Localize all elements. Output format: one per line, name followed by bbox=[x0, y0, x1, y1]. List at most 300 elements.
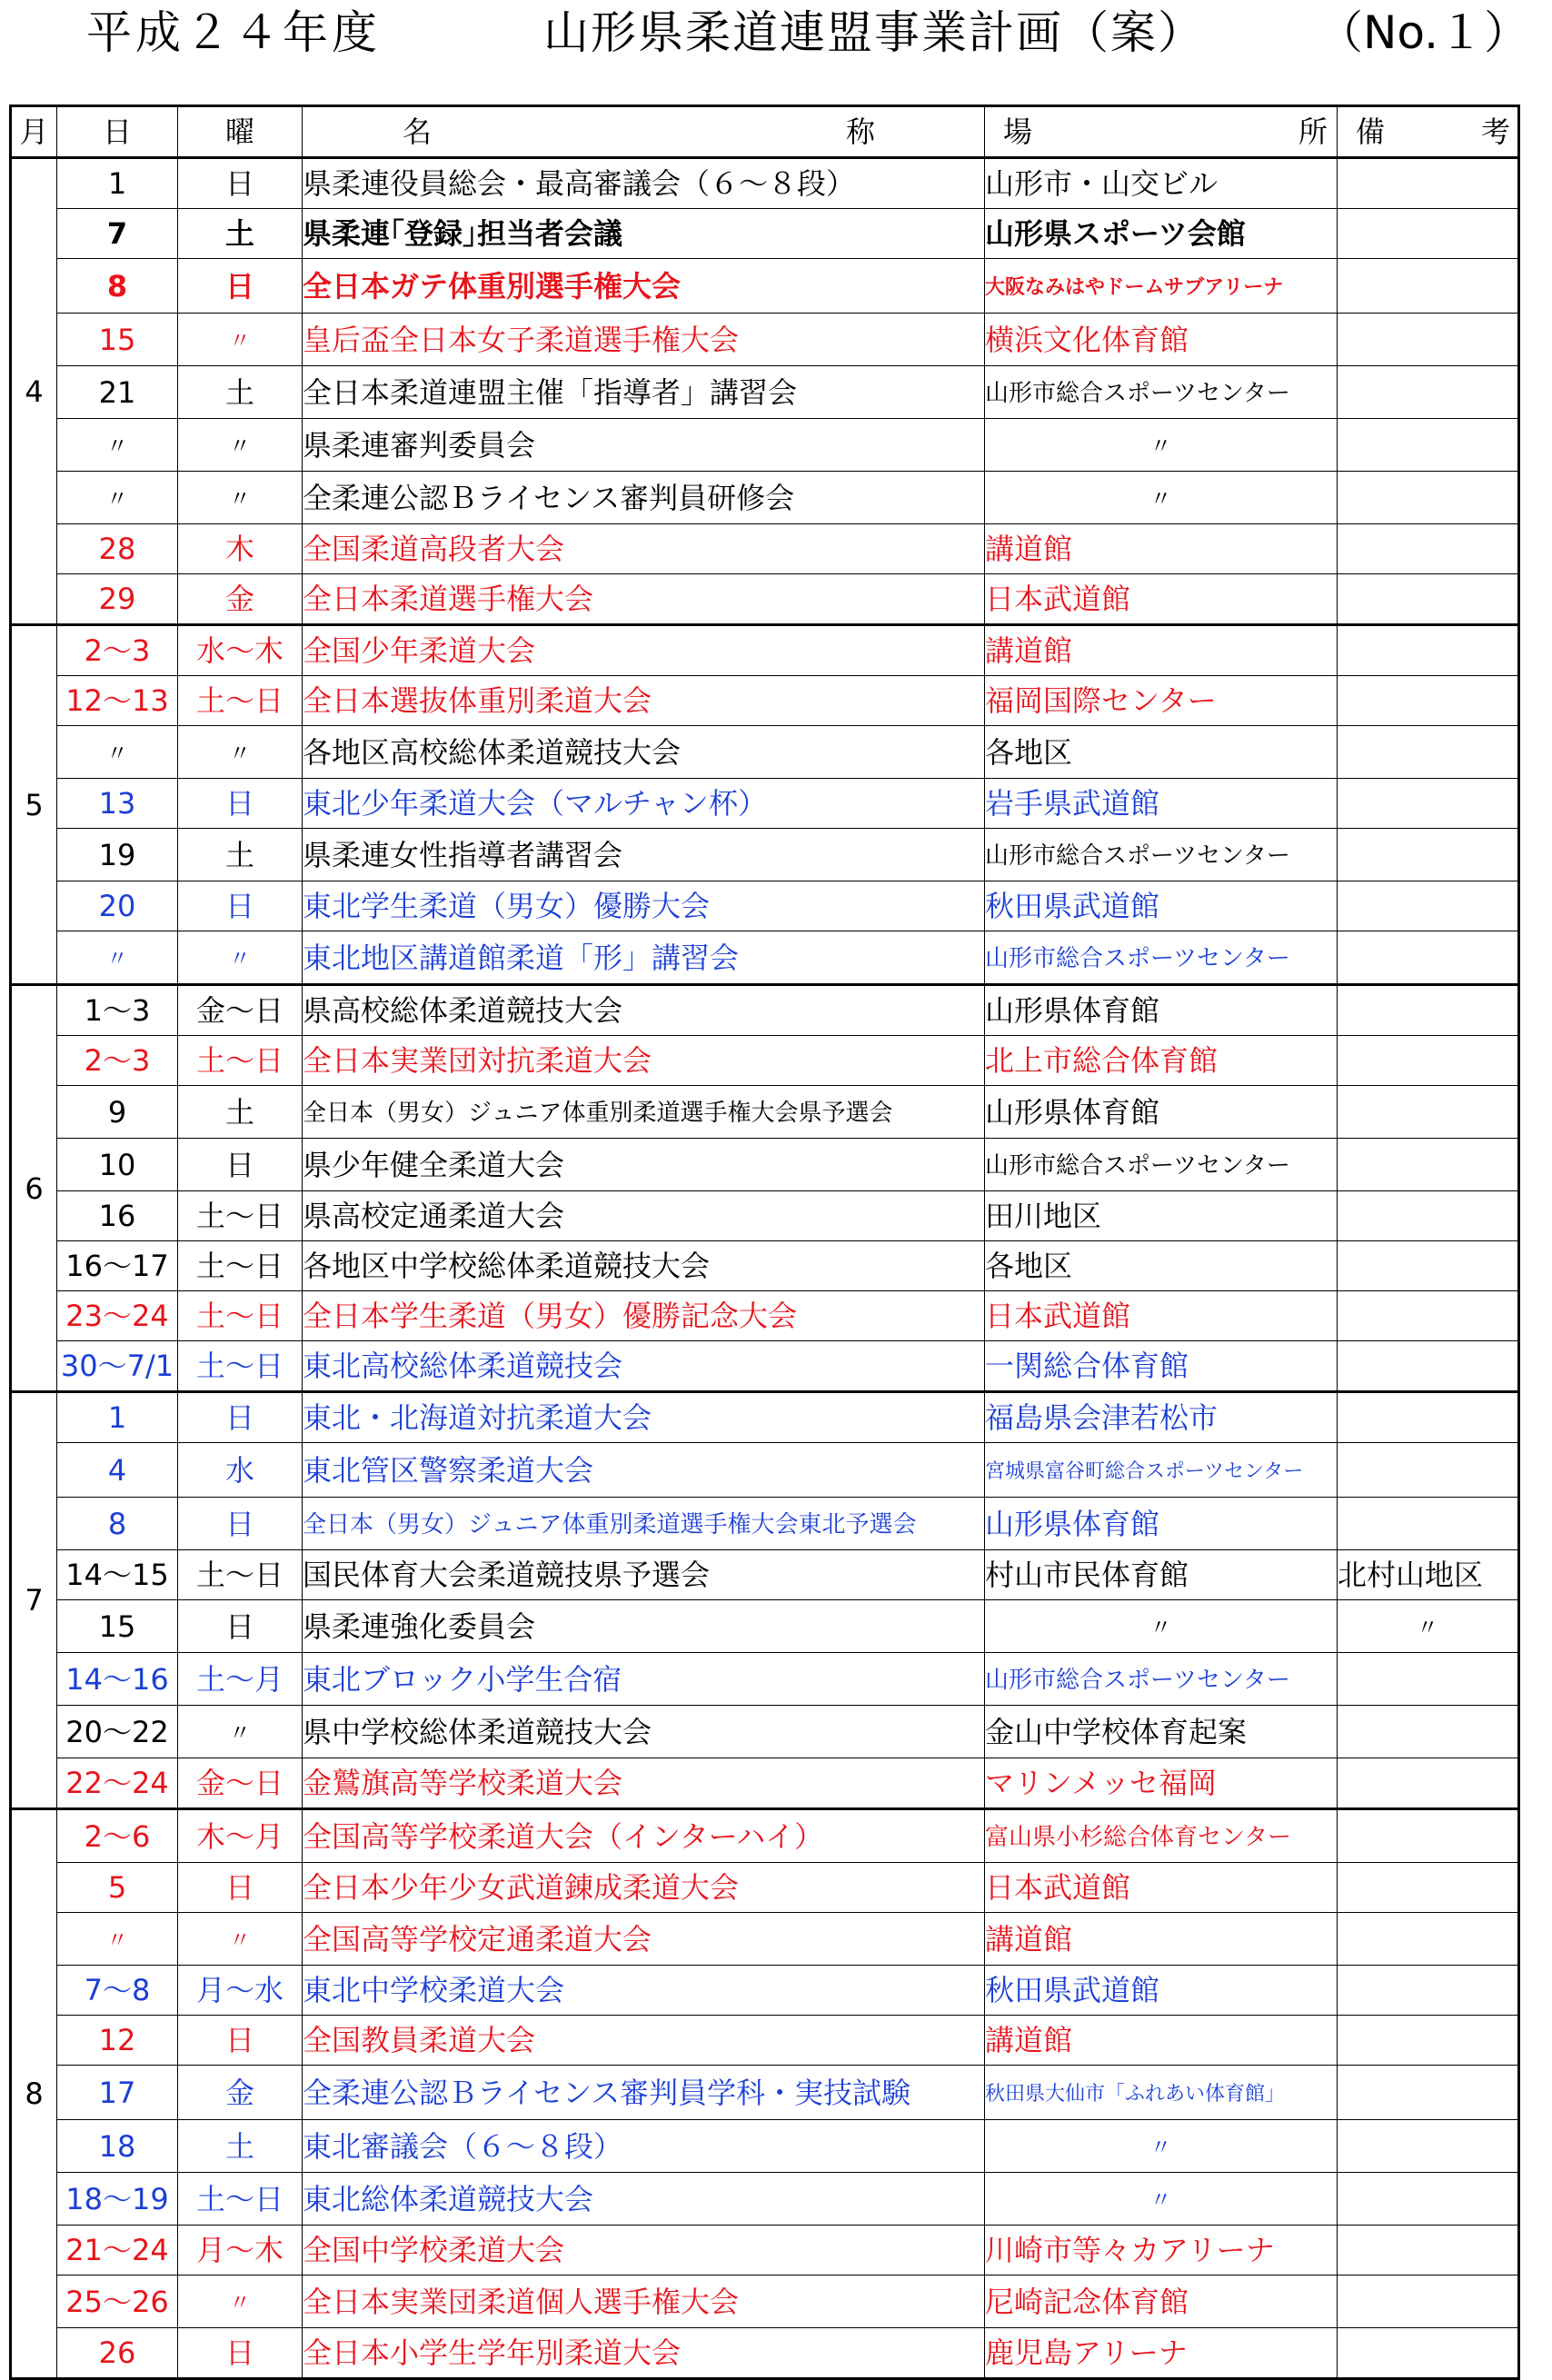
cell-note bbox=[1338, 1600, 1519, 1653]
cell-venue bbox=[985, 2173, 1338, 2226]
cell-weekday bbox=[178, 209, 303, 259]
table-row bbox=[11, 1139, 1519, 1191]
cell-event-name-text: 東北中学校柔道大会 bbox=[303, 1973, 565, 2007]
cell-note bbox=[1338, 1809, 1519, 1863]
cell-event-name bbox=[303, 209, 985, 259]
cell-day bbox=[57, 1392, 178, 1443]
cell-weekday bbox=[178, 1653, 303, 1706]
cell-venue bbox=[985, 472, 1338, 524]
cell-venue-text: 山形市総合スポーツセンター bbox=[985, 945, 1290, 972]
cell-venue bbox=[985, 2328, 1338, 2379]
header-note-a: 備 bbox=[1356, 115, 1386, 149]
table-row bbox=[11, 2173, 1519, 2226]
cell-event-name bbox=[303, 1036, 985, 1086]
cell-weekday-text: 日 bbox=[224, 889, 254, 923]
table-row bbox=[11, 1086, 1519, 1139]
cell-venue-text: 村山市民体育館 bbox=[985, 1558, 1189, 1592]
cell-day bbox=[57, 1086, 178, 1139]
cell-day bbox=[57, 1653, 178, 1706]
cell-weekday bbox=[178, 931, 303, 985]
cell-event-name bbox=[303, 1139, 985, 1191]
table-row bbox=[11, 2120, 1519, 2173]
cell-day-text: 23～24 bbox=[65, 1299, 169, 1333]
cell-weekday-text: 金 bbox=[224, 2075, 254, 2110]
cell-event-name bbox=[303, 2226, 985, 2275]
cell-weekday-text: 〃 bbox=[229, 1720, 251, 1746]
cell-event-name-text: 県柔連役員総会・最高審議会（６～８段） bbox=[303, 166, 856, 201]
cell-note bbox=[1338, 314, 1519, 366]
header-place-b: 所 bbox=[1298, 115, 1328, 149]
cell-venue-text: 山形市総合スポーツセンター bbox=[985, 1667, 1290, 1694]
cell-note bbox=[1338, 1392, 1519, 1443]
header-day: 日 bbox=[57, 106, 178, 158]
cell-venue-text: 富山県小杉総合体育センター bbox=[985, 1824, 1291, 1851]
month-group bbox=[11, 625, 1519, 985]
cell-venue bbox=[985, 1392, 1338, 1443]
cell-day-text: 28 bbox=[98, 532, 136, 566]
cell-venue bbox=[985, 2016, 1338, 2066]
cell-day-text: 2～3 bbox=[84, 633, 151, 668]
cell-day-text: 12～13 bbox=[65, 683, 169, 718]
cell-weekday-text: 金～日 bbox=[195, 1766, 284, 1800]
cell-venue bbox=[985, 1036, 1338, 1086]
cell-weekday bbox=[178, 314, 303, 366]
cell-weekday-text: 木 bbox=[224, 532, 254, 566]
cell-venue-text: 秋田県武道館 bbox=[985, 1973, 1160, 2007]
cell-weekday bbox=[178, 524, 303, 574]
cell-weekday bbox=[178, 1966, 303, 2016]
cell-day bbox=[57, 472, 178, 524]
cell-weekday-text: 日 bbox=[224, 2023, 254, 2057]
cell-day bbox=[57, 1291, 178, 1341]
cell-weekday bbox=[178, 1241, 303, 1291]
cell-event-name bbox=[303, 1443, 985, 1498]
cell-note bbox=[1338, 1498, 1519, 1550]
cell-day-text: 4 bbox=[107, 1452, 127, 1488]
table-row bbox=[11, 1600, 1519, 1653]
cell-event-name-text: 東北少年柔道大会（マルチャン杯） bbox=[303, 786, 768, 821]
cell-day bbox=[57, 2173, 178, 2226]
header-name bbox=[303, 106, 985, 158]
cell-venue-text: 岩手県武道館 bbox=[985, 786, 1160, 821]
cell-weekday-text: 〃 bbox=[229, 328, 251, 354]
cell-note bbox=[1338, 829, 1519, 881]
cell-event-name bbox=[303, 574, 985, 625]
table-row bbox=[11, 1966, 1519, 2016]
cell-venue-text: 北上市総合体育館 bbox=[985, 1043, 1219, 1078]
cell-venue-text: 金山中学校体育起案 bbox=[985, 1714, 1248, 1749]
cell-weekday-text: 土～日 bbox=[195, 683, 284, 718]
cell-venue bbox=[985, 1550, 1338, 1600]
table-row bbox=[11, 1341, 1519, 1392]
table-row bbox=[11, 1191, 1519, 1241]
cell-weekday bbox=[178, 2066, 303, 2120]
cell-weekday-text: 土～日 bbox=[195, 1349, 284, 1383]
cell-event-name-text: 全日本学生柔道（男女）優勝記念大会 bbox=[303, 1299, 798, 1333]
cell-day bbox=[57, 2328, 178, 2379]
cell-event-name-text: 東北学生柔道（男女）優勝大会 bbox=[303, 889, 711, 923]
cell-venue-text: マリンメッセ福岡 bbox=[985, 1766, 1218, 1800]
table-row bbox=[11, 1809, 1519, 1863]
cell-day bbox=[57, 1341, 178, 1392]
cell-event-name bbox=[303, 2173, 985, 2226]
cell-weekday bbox=[178, 1809, 303, 1863]
cell-day-text: 2～3 bbox=[84, 1043, 151, 1078]
cell-weekday-text: 月～木 bbox=[195, 2233, 284, 2267]
cell-event-name-text: 東北総体柔道競技大会 bbox=[303, 2181, 594, 2216]
cell-day-text: 19 bbox=[98, 837, 136, 872]
cell-note bbox=[1338, 1706, 1519, 1758]
cell-event-name-text: 全国少年柔道大会 bbox=[303, 633, 536, 668]
cell-weekday bbox=[178, 881, 303, 931]
cell-day bbox=[57, 1600, 178, 1653]
header-note bbox=[1338, 106, 1519, 158]
cell-note bbox=[1338, 158, 1519, 209]
cell-day bbox=[57, 1550, 178, 1600]
cell-weekday bbox=[178, 1086, 303, 1139]
cell-venue-text: 福岡国際センター bbox=[985, 683, 1217, 718]
table-row bbox=[11, 2016, 1519, 2066]
title-page-number: （No.１） bbox=[1318, 6, 1530, 59]
cell-weekday-text: 土 bbox=[224, 1094, 254, 1130]
cell-day-text: 20～22 bbox=[65, 1714, 169, 1749]
cell-venue bbox=[985, 259, 1338, 314]
cell-venue-text: 講道館 bbox=[985, 1921, 1073, 1957]
cell-note bbox=[1338, 1191, 1519, 1241]
cell-event-name bbox=[303, 419, 985, 472]
cell-event-name-text: 各地区高校総体柔道競技大会 bbox=[303, 734, 681, 770]
cell-note bbox=[1338, 625, 1519, 676]
cell-event-name bbox=[303, 1498, 985, 1550]
cell-month: 5 bbox=[11, 625, 57, 985]
cell-venue bbox=[985, 1809, 1338, 1863]
header-name-b: 称 bbox=[845, 115, 875, 149]
cell-day-text: 15 bbox=[98, 322, 136, 357]
cell-venue bbox=[985, 1241, 1338, 1291]
cell-weekday-text: 土 bbox=[224, 2128, 254, 2164]
cell-day bbox=[57, 1191, 178, 1241]
cell-note bbox=[1338, 259, 1519, 314]
cell-venue-text: 横浜文化体育館 bbox=[985, 322, 1189, 357]
cell-day bbox=[57, 158, 178, 209]
cell-weekday-text: 土～月 bbox=[195, 1661, 284, 1697]
cell-event-name-text: 国民体育大会柔道競技県予選会 bbox=[303, 1558, 711, 1592]
cell-day bbox=[57, 419, 178, 472]
cell-event-name bbox=[303, 726, 985, 779]
cell-venue-text: 講道館 bbox=[985, 633, 1073, 668]
cell-day bbox=[57, 931, 178, 985]
cell-venue bbox=[985, 314, 1338, 366]
cell-event-name-text: 全柔連公認Ｂライセンス審判員学科・実技試験 bbox=[303, 2075, 911, 2110]
header-note-b: 考 bbox=[1480, 115, 1510, 149]
cell-day bbox=[57, 1241, 178, 1291]
month-group bbox=[11, 1392, 1519, 1809]
cell-weekday-text: 日 bbox=[224, 268, 254, 304]
table-row bbox=[11, 524, 1519, 574]
cell-venue-text: 講道館 bbox=[985, 2023, 1073, 2057]
cell-event-name bbox=[303, 158, 985, 209]
cell-event-name-text: 県柔連強化委員会 bbox=[303, 1608, 536, 1644]
cell-day-text: 1 bbox=[107, 166, 127, 201]
cell-day-text: 18～19 bbox=[65, 2181, 169, 2216]
cell-event-name bbox=[303, 366, 985, 419]
cell-venue-text: 一関総合体育館 bbox=[985, 1349, 1189, 1383]
title-year: 平成２４年度 bbox=[86, 6, 381, 59]
cell-event-name bbox=[303, 985, 985, 1036]
table-row bbox=[11, 1913, 1519, 1966]
table-row bbox=[11, 1291, 1519, 1341]
cell-event-name-text: 全国中学校柔道大会 bbox=[303, 2233, 565, 2267]
cell-note bbox=[1338, 1653, 1519, 1706]
cell-note-text: 北村山地区 bbox=[1338, 1558, 1484, 1592]
cell-venue-text: 山形市総合スポーツセンター bbox=[985, 842, 1290, 870]
cell-note bbox=[1338, 1291, 1519, 1341]
cell-venue-text: 宮城県富谷町総合スポーツセンター bbox=[985, 1460, 1304, 1483]
cell-note bbox=[1338, 366, 1519, 419]
cell-day-text: 2～6 bbox=[84, 1818, 151, 1854]
cell-venue bbox=[985, 1706, 1338, 1758]
cell-venue-text: 日本武道館 bbox=[985, 582, 1131, 616]
cell-venue bbox=[985, 2226, 1338, 2275]
cell-note bbox=[1338, 209, 1519, 259]
cell-event-name-text: 県高校定通柔道大会 bbox=[303, 1199, 565, 1233]
cell-venue-text: 山形市総合スポーツセンター bbox=[985, 380, 1290, 407]
cell-venue bbox=[985, 419, 1338, 472]
table-row bbox=[11, 574, 1519, 625]
cell-note bbox=[1338, 2275, 1519, 2328]
cell-note-text: 〃 bbox=[1417, 1615, 1438, 1640]
cell-venue-text: 山形県スポーツ会館 bbox=[985, 216, 1246, 251]
cell-event-name bbox=[303, 1241, 985, 1291]
cell-day-text: 9 bbox=[107, 1094, 127, 1130]
cell-venue bbox=[985, 676, 1338, 726]
cell-event-name-text: 東北・北海道対抗柔道大会 bbox=[303, 1400, 652, 1435]
cell-weekday-text: 土～日 bbox=[195, 1043, 284, 1078]
header-name-a: 名 bbox=[403, 115, 433, 149]
cell-venue bbox=[985, 829, 1338, 881]
cell-weekday-text: 土 bbox=[224, 837, 254, 872]
cell-day bbox=[57, 2016, 178, 2066]
cell-venue-text: 川崎市等々カアリーナ bbox=[985, 2233, 1275, 2267]
cell-weekday-text: 土 bbox=[224, 216, 254, 251]
cell-note bbox=[1338, 524, 1519, 574]
cell-venue-text: 各地区 bbox=[985, 1249, 1073, 1283]
table-row bbox=[11, 779, 1519, 829]
cell-event-name bbox=[303, 2066, 985, 2120]
cell-event-name-text: 全日本実業団対抗柔道大会 bbox=[303, 1043, 652, 1078]
cell-weekday-text: 日 bbox=[224, 2335, 254, 2370]
cell-weekday bbox=[178, 259, 303, 314]
cell-event-name-text: 全日本少年少女武道錬成柔道大会 bbox=[303, 1870, 740, 1905]
cell-event-name bbox=[303, 314, 985, 366]
cell-day bbox=[57, 1443, 178, 1498]
cell-event-name bbox=[303, 1392, 985, 1443]
cell-weekday bbox=[178, 676, 303, 726]
cell-event-name bbox=[303, 779, 985, 829]
cell-day-text: 25～26 bbox=[65, 2284, 169, 2319]
cell-day bbox=[57, 1913, 178, 1966]
cell-note bbox=[1338, 1863, 1519, 1913]
cell-venue bbox=[985, 1966, 1338, 2016]
cell-weekday-text: 土～日 bbox=[195, 1249, 284, 1283]
cell-weekday-text: 日 bbox=[224, 1506, 254, 1541]
cell-note bbox=[1338, 419, 1519, 472]
cell-event-name-text: 全日本ガテ体重別選手権大会 bbox=[303, 268, 681, 304]
cell-day bbox=[57, 2066, 178, 2120]
cell-note bbox=[1338, 881, 1519, 931]
cell-day bbox=[57, 1863, 178, 1913]
cell-weekday bbox=[178, 985, 303, 1036]
cell-weekday-text: 月～水 bbox=[195, 1973, 284, 2007]
table-row bbox=[11, 1653, 1519, 1706]
cell-venue bbox=[985, 1191, 1338, 1241]
cell-weekday bbox=[178, 472, 303, 524]
cell-venue-text: 秋田県大仙市「ふれあい体育館」 bbox=[985, 2083, 1286, 2106]
table-row bbox=[11, 2066, 1519, 2120]
cell-day bbox=[57, 625, 178, 676]
cell-event-name-text: 全国柔道高段者大会 bbox=[303, 532, 565, 566]
cell-weekday-text: 土～日 bbox=[195, 2181, 284, 2216]
cell-weekday bbox=[178, 574, 303, 625]
cell-event-name bbox=[303, 829, 985, 881]
cell-weekday bbox=[178, 2016, 303, 2066]
cell-weekday bbox=[178, 1139, 303, 1191]
cell-day-text: 5 bbox=[107, 1870, 127, 1905]
cell-venue bbox=[985, 158, 1338, 209]
cell-note bbox=[1338, 1913, 1519, 1966]
cell-event-name-text: 全日本実業団柔道個人選手権大会 bbox=[303, 2284, 740, 2319]
cell-month: 4 bbox=[11, 158, 57, 625]
cell-weekday-text: 土 bbox=[224, 374, 254, 410]
cell-event-name-text: 皇后盃全日本女子柔道選手権大会 bbox=[303, 322, 740, 357]
cell-day-text: 1～3 bbox=[84, 993, 151, 1028]
cell-venue-text: 福島県会津若松市 bbox=[985, 1400, 1219, 1435]
cell-event-name bbox=[303, 1913, 985, 1966]
cell-event-name bbox=[303, 2016, 985, 2066]
cell-event-name bbox=[303, 1706, 985, 1758]
cell-event-name bbox=[303, 259, 985, 314]
cell-event-name-text: 東北管区警察柔道大会 bbox=[303, 1452, 594, 1488]
cell-venue bbox=[985, 1758, 1338, 1809]
cell-venue bbox=[985, 1498, 1338, 1550]
cell-venue-text: 山形市総合スポーツセンター bbox=[985, 1152, 1290, 1180]
cell-event-name-text: 全日本柔道連盟主催「指導者」講習会 bbox=[303, 374, 798, 410]
cell-venue-text: 各地区 bbox=[985, 734, 1073, 770]
cell-day-text: 12 bbox=[98, 2023, 136, 2057]
cell-day bbox=[57, 314, 178, 366]
cell-day-text: 29 bbox=[98, 582, 136, 616]
cell-event-name bbox=[303, 1600, 985, 1653]
cell-day-text: 30～7/1 bbox=[60, 1349, 174, 1383]
cell-weekday bbox=[178, 2173, 303, 2226]
cell-venue-text: 山形市・山交ビル bbox=[985, 166, 1219, 201]
cell-day-text: 22～24 bbox=[65, 1766, 169, 1800]
cell-day-text: 14～15 bbox=[65, 1558, 169, 1592]
cell-venue-text: 鹿児島アリーナ bbox=[985, 2335, 1188, 2370]
cell-event-name-text: 県高校総体柔道競技大会 bbox=[303, 993, 623, 1028]
cell-note bbox=[1338, 726, 1519, 779]
table-row bbox=[11, 881, 1519, 931]
cell-venue bbox=[985, 1139, 1338, 1191]
cell-weekday bbox=[178, 1443, 303, 1498]
cell-weekday bbox=[178, 726, 303, 779]
cell-venue bbox=[985, 1913, 1338, 1966]
cell-note bbox=[1338, 1086, 1519, 1139]
cell-day bbox=[57, 726, 178, 779]
cell-event-name-text: 東北審議会（６～８段） bbox=[303, 2128, 623, 2164]
cell-event-name bbox=[303, 1653, 985, 1706]
cell-weekday-text: 土～日 bbox=[195, 1299, 284, 1333]
cell-event-name-text: 県柔連女性指導者講習会 bbox=[303, 837, 623, 872]
cell-day-text: 1 bbox=[107, 1400, 127, 1435]
table-row bbox=[11, 1498, 1519, 1550]
cell-note bbox=[1338, 2173, 1519, 2226]
table-row bbox=[11, 366, 1519, 419]
table-row bbox=[11, 2226, 1519, 2275]
cell-venue-text: 〃 bbox=[1149, 433, 1172, 459]
cell-day bbox=[57, 2275, 178, 2328]
table-row bbox=[11, 726, 1519, 779]
cell-weekday-text: 日 bbox=[224, 1608, 254, 1644]
cell-event-name bbox=[303, 625, 985, 676]
cell-note bbox=[1338, 1241, 1519, 1291]
cell-weekday bbox=[178, 158, 303, 209]
cell-day bbox=[57, 881, 178, 931]
table-row bbox=[11, 1036, 1519, 1086]
cell-event-name-text: 全日本柔道選手権大会 bbox=[303, 582, 594, 616]
cell-note bbox=[1338, 574, 1519, 625]
cell-weekday-text: 金 bbox=[224, 582, 254, 616]
cell-event-name-text: 東北ブロック小学生合宿 bbox=[303, 1661, 622, 1697]
cell-note bbox=[1338, 2120, 1519, 2173]
month-group bbox=[11, 985, 1519, 1392]
cell-weekday bbox=[178, 366, 303, 419]
cell-event-name-text: 東北地区講道館柔道「形」講習会 bbox=[303, 940, 740, 975]
cell-weekday bbox=[178, 1706, 303, 1758]
cell-venue-text: 大阪なみはやドームサブアリーナ bbox=[985, 276, 1284, 299]
cell-weekday bbox=[178, 625, 303, 676]
cell-venue-text: 秋田県武道館 bbox=[985, 889, 1160, 923]
cell-weekday-text: 土～日 bbox=[195, 1199, 284, 1233]
table-row bbox=[11, 829, 1519, 881]
cell-venue bbox=[985, 524, 1338, 574]
cell-weekday bbox=[178, 1291, 303, 1341]
cell-note bbox=[1338, 2016, 1519, 2066]
cell-month: 7 bbox=[11, 1392, 57, 1809]
cell-event-name bbox=[303, 931, 985, 985]
cell-day bbox=[57, 1706, 178, 1758]
cell-event-name bbox=[303, 472, 985, 524]
cell-weekday-text: 〃 bbox=[229, 433, 251, 459]
cell-day bbox=[57, 524, 178, 574]
cell-event-name bbox=[303, 2328, 985, 2379]
cell-weekday-text: 日 bbox=[224, 1400, 254, 1435]
table-row bbox=[11, 1241, 1519, 1291]
cell-event-name-text: 全国高等学校定通柔道大会 bbox=[303, 1921, 652, 1957]
cell-weekday bbox=[178, 1036, 303, 1086]
cell-day bbox=[57, 1809, 178, 1863]
cell-event-name bbox=[303, 1966, 985, 2016]
cell-event-name bbox=[303, 1341, 985, 1392]
table-row bbox=[11, 676, 1519, 726]
cell-weekday bbox=[178, 1758, 303, 1809]
cell-day bbox=[57, 2226, 178, 2275]
cell-weekday-text: 日 bbox=[224, 786, 254, 821]
cell-day bbox=[57, 1139, 178, 1191]
cell-event-name-text: 全日本（男女）ジュニア体重別柔道選手権大会東北予選会 bbox=[303, 1511, 917, 1539]
cell-venue bbox=[985, 366, 1338, 419]
cell-event-name-text: 県少年健全柔道大会 bbox=[303, 1147, 565, 1182]
